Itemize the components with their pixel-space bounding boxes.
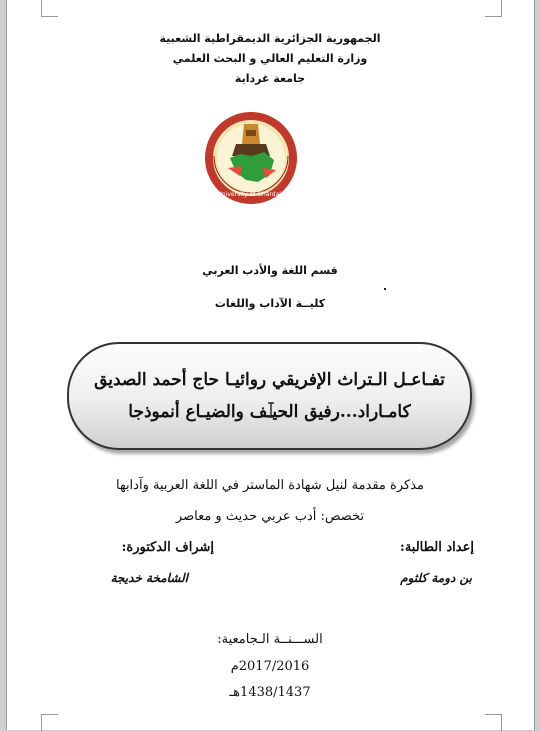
- specialization: تخصص: أدب عربي حديث و معاصر: [175, 509, 365, 524]
- university-logo-icon: [200, 110, 302, 208]
- university-name: جامعة غرداية: [234, 72, 306, 85]
- logo-caption: University of Ghardaia: [217, 191, 285, 198]
- crop-mark-top-left: [41, 0, 58, 17]
- text-cursor-icon: [266, 402, 276, 418]
- academic-year-label: الســـنــة الـجامعية:: [217, 632, 323, 647]
- memo-description: مذكرة مقدمة لنيل شهادة الماستر في اللغة العربية وآدابها: [115, 478, 424, 493]
- thesis-title-line-1: تفـاعـل الـتراث الإفريقي روائيـا حاج أحمد الصديق: [94, 370, 445, 390]
- republic-name: الجمهورية الجزائرية الديمقراطية الشعبية: [159, 32, 381, 45]
- student-name: بن دومة كلثوم: [400, 571, 472, 585]
- thesis-title-line-2: كامـاراد...رفيق الحيـف والضيـاع أنموذجا: [128, 402, 411, 422]
- supervisor-label: إشراف الدكتورة:: [121, 540, 214, 555]
- thesis-title-box: [67, 342, 472, 450]
- crop-mark-top-right: [485, 0, 502, 17]
- academic-year-hijri: 1438/1437هـ: [229, 685, 311, 700]
- faculty-name: كليــة الآداب واللغات: [214, 297, 326, 310]
- stray-dot: [384, 288, 386, 290]
- ministry-name: وزارة التعليم العالي و البحث العلمي: [172, 52, 368, 65]
- academic-year-gregorian: 2017/2016م: [230, 659, 310, 674]
- department-name: قسم اللغة والأدب العربي: [202, 264, 338, 277]
- crop-mark-bottom-right: [485, 714, 502, 731]
- crop-mark-bottom-left: [41, 714, 58, 731]
- supervisor-name: الشامخة خديجة: [110, 571, 188, 585]
- student-label: إعداد الطالبة:: [400, 540, 474, 555]
